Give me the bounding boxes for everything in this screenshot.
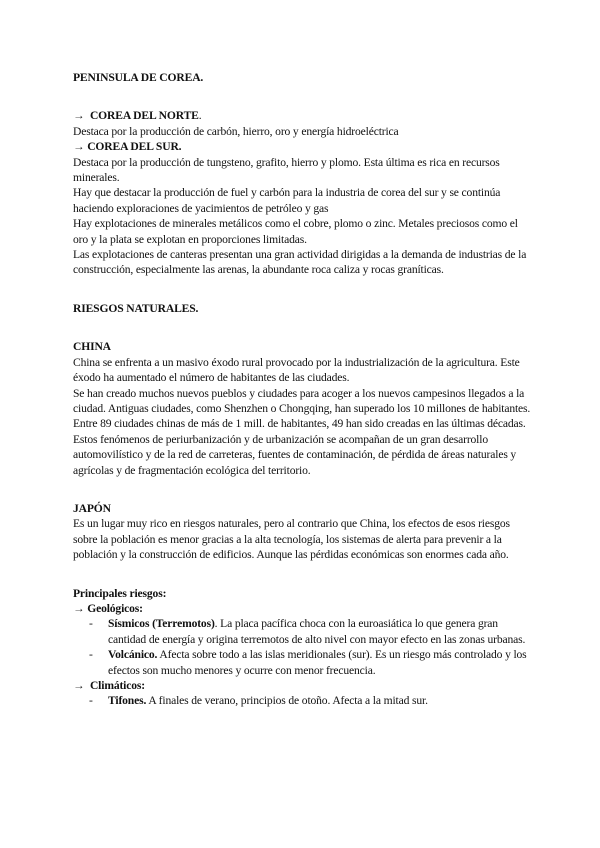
arrow-icon: → [73, 601, 85, 615]
risk-description: . La placa pacífica choca con la euroasiática lo que genera gran cantidad de energía y origina terremotos de alto nivel con mayor efecto en las zonas urbanas. [108, 617, 526, 646]
list-item [73, 647, 533, 678]
japan-heading: JAPÓN [73, 501, 111, 515]
south-korea-title: COREA DEL SUR. [87, 140, 182, 154]
japan-paragraph: Es un lugar muy rico en riesgos naturales, pero al contrario que China, los efectos de esos riesgos sobre la población es menor gracias a la alta tecnología, los sistemas de alerta para prevenir a la población y la construcción de edificios. Aunque las pérdidas económicas son enormes cada año. [73, 517, 510, 562]
risk-term: Sísmicos (Terremotos) [108, 617, 215, 631]
south-korea-paragraph: Hay que destacar la producción de fuel y carbón para la industria de corea del sur y se continúa haciendo exploraciones de yacimientos de petróleo y gas [73, 186, 501, 215]
risk-term: Volcánico. [108, 648, 158, 662]
south-korea-heading [73, 139, 533, 154]
climatic-label: Climáticos: [89, 679, 145, 692]
north-korea-title: COREA DEL NORTE [89, 109, 199, 123]
document-body [73, 70, 533, 709]
south-korea-paragraph: Destaca por la producción de tungsteno, grafito, hierro y plomo. Esta última es rica en recursos minerales. [73, 155, 500, 185]
arrow-icon: → [73, 140, 85, 154]
geological-heading [73, 601, 533, 616]
china-heading: CHINA [73, 340, 111, 354]
heading-korea: PENINSULA DE COREA. [73, 71, 204, 84]
north-korea-text: Destaca por la producción de carbón, hierro, oro y energía hidroeléctrica [73, 124, 399, 138]
main-risks-heading: Principales riesgos: [73, 586, 167, 600]
dash-bullet: - [89, 694, 93, 708]
risk-term: Tifones. [108, 694, 147, 708]
dash-bullet: - [89, 648, 93, 662]
heading-natural-risks: RIESGOS NATURALES. [73, 301, 199, 315]
risk-description: Afecta sobre todo a las islas meridionales (sur). Es un riesgo más controlado y los efectos son mucho menores y ocurre con menor frecuencia. [108, 648, 527, 677]
china-paragraph: China se enfrenta a un masivo éxodo rural provocado por la industrialización de la agricultura. Este éxodo ha aumentado el número de habitantes de las ciudades. [73, 355, 520, 385]
arrow-icon: → [73, 679, 85, 692]
china-paragraph: Se han creado muchos nuevos pueblos y ciudades para acoger a los nuevos campesinos llegados a la ciudad. Antiguas ciudades, como Shenzhen o Chongqing, han superado los 10 millones de habitantes. Entre 89 ciudades chinas de más de 1 mill. de habitantes, 49 han sido creadas en las últimas décadas. [73, 386, 531, 431]
list-item [73, 616, 533, 647]
list-item [73, 693, 533, 708]
geological-label: Geológicos: [87, 601, 143, 615]
arrow-icon: → [73, 109, 85, 123]
south-korea-paragraph: Hay explotaciones de minerales metálicos como el cobre, plomo o zinc. Metales preciosos como el oro y la plata se explotan en proporciones limitadas. [73, 217, 518, 246]
south-korea-paragraph: Las explotaciones de canteras presentan una gran actividad dirigidas a la demanda de industrias de la construcción, especialmente las arenas, la abundante roca caliza y rocas graníticas. [73, 248, 527, 277]
china-paragraph: Estos fenómenos de periurbanización y de urbanización se acompañan de un gran desarrollo automovilístico y de la red de carreteras, fuentes de contaminación, de pérdida de áreas naturales y agrícolas y de fragmentación ecológica del territorio. [73, 432, 517, 477]
dash-bullet: - [89, 617, 93, 631]
north-korea-dot: . [198, 109, 202, 123]
risk-description: A finales de verano, principios de otoño. Afecta a la mitad sur. [146, 694, 428, 708]
north-korea-heading [73, 108, 533, 123]
climatic-heading [73, 678, 533, 693]
